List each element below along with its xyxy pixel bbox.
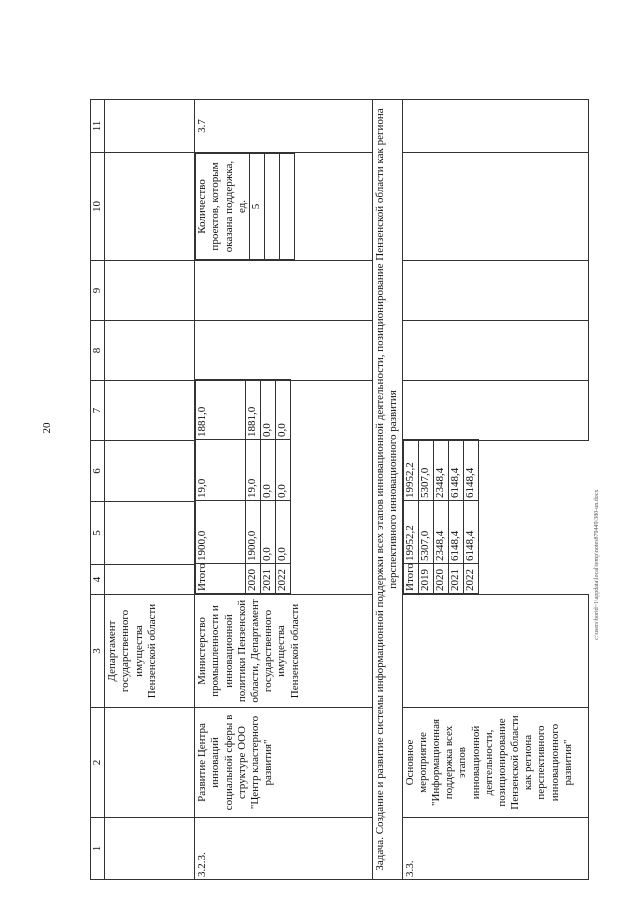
column-number: 9 <box>91 261 105 321</box>
column-number: 10 <box>91 153 105 261</box>
executor-cell: Министерство промышленности и инновационной политики Пензенской области, Департамент государственного имущества Пензенской области <box>195 595 373 708</box>
column-number: 7 <box>91 381 105 441</box>
column-number: 1 <box>91 818 105 880</box>
event-name: Основное мероприятие "Информационная поддержка всех этапов инновационной деятельности, позиционирование Пензенской области как региона перспективного инновационного развития" <box>402 708 588 818</box>
column-number: 8 <box>91 321 105 381</box>
row-number: 3.3. <box>402 818 588 880</box>
indicator-block <box>195 153 373 261</box>
goal-ref: 3.7 <box>195 100 373 153</box>
executor-cell: Департамент государственного имущества Пензенской области <box>105 595 195 708</box>
column-number: 3 <box>91 595 105 708</box>
column-number: 5 <box>91 502 105 565</box>
column-number-row <box>91 100 105 880</box>
column-number: 2 <box>91 708 105 818</box>
rotated-table-container <box>90 100 590 880</box>
indicator-value: 5 <box>249 154 264 260</box>
finance-row: Итого 19952,2 19952,2 <box>403 440 418 594</box>
finance-row: 2020 2348,4 2348,4 <box>433 440 448 594</box>
finance-row: 2021 6148,4 6148,4 <box>448 440 463 594</box>
finance-row: Итого 1900,0 19,0 1881,0 <box>196 380 246 594</box>
page-number: 20 <box>41 422 53 434</box>
finance-block <box>195 381 373 595</box>
footer-path-text: c:\users\borid~1\appdata\local\temp\notes879449\380-un.docx <box>594 489 600 640</box>
column-number: 6 <box>91 441 105 502</box>
finance-row: 2022 0,0 0,0 0,0 <box>276 380 291 594</box>
finance-row: 2020 1900,0 19,0 1881,0 <box>246 380 261 594</box>
column-number: 11 <box>91 100 105 153</box>
table-row-3-3 <box>402 100 588 880</box>
finance-row: 2019 5307,0 5307,0 <box>418 440 433 594</box>
finance-row: 2022 6148,4 6148,4 <box>463 440 478 594</box>
column-number: 4 <box>91 565 105 595</box>
program-table <box>90 99 589 880</box>
row-number: 3.2.3. <box>195 818 373 880</box>
finance-row: 2021 0,0 0,0 0,0 <box>261 380 276 594</box>
task-text: Задача. Создание и развитие системы информационной поддержки всех этапов инновационной деятельности, позиционирование Пензенской области как региона перспективного инновационного развития <box>373 100 402 880</box>
continued-row <box>105 100 195 880</box>
indicator-name: Количество проектов, которым оказана поддержка, ед. <box>196 154 250 260</box>
event-name: Развитие Центра инноваций социальной сферы в структуре ООО "Центр кластерного развития" <box>195 708 373 818</box>
finance-block <box>402 441 588 595</box>
task-row <box>373 100 402 880</box>
table-row-3-2-3 <box>195 100 373 880</box>
